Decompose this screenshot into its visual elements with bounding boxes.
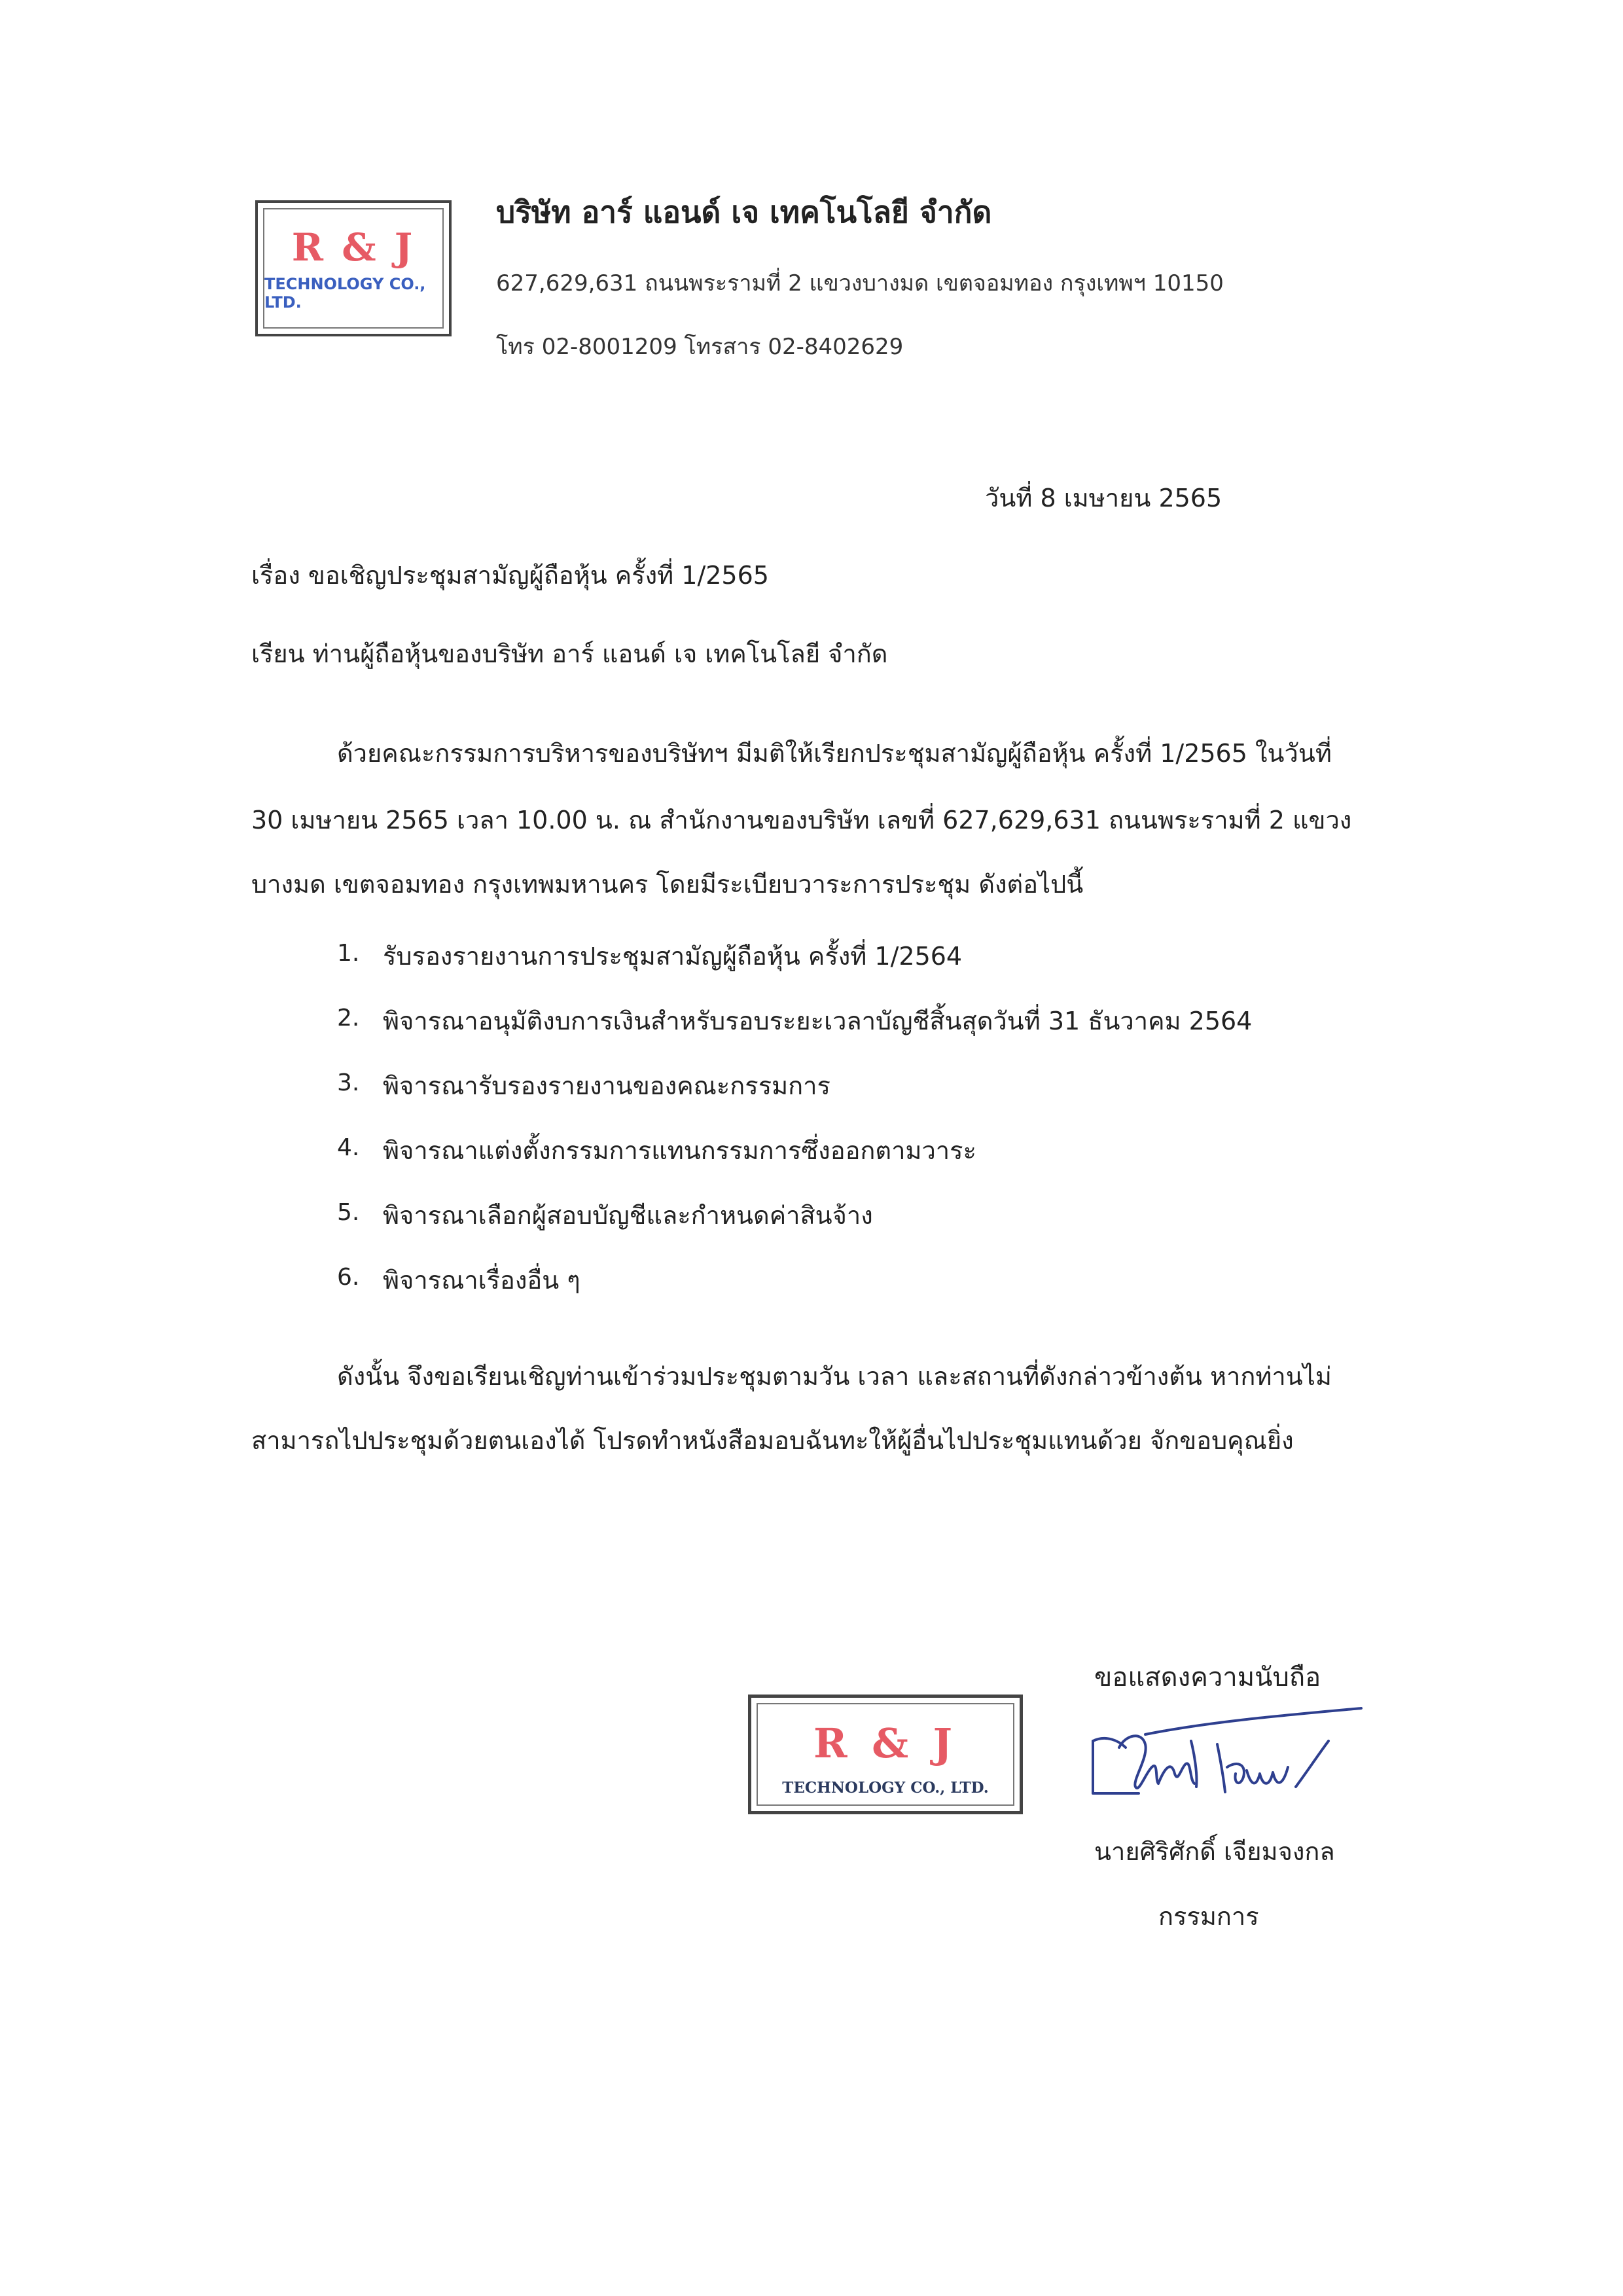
- agenda-text: พิจารณาเรื่องอื่น ๆ: [383, 1266, 580, 1295]
- company-name: บริษัท อาร์ แอนด์ เจ เทคโนโลยี จำกัด: [496, 194, 992, 230]
- company-address: 627,629,631 ถนนพระรามที่ 2 แขวงบางมด เขตจอมทอง กรุงเทพฯ 10150: [496, 270, 1224, 296]
- letter-recipient: เรียน ท่านผู้ถือหุ้นของบริษัท อาร์ แอนด์ เจ เทคโนโลยี จำกัด: [251, 639, 888, 668]
- agenda-text: รับรองรายงานการประชุมสามัญผู้ถือหุ้น ครั้งที่ 1/2564: [383, 942, 963, 971]
- intro-line-2: 30 เมษายน 2565 เวลา 10.00 น. ณ สำนักงานของบริษัท เลขที่ 627,629,631 ถนนพระรามที่ 2 แขวง: [251, 806, 1352, 834]
- intro-line-1: ด้วยคณะกรรมการบริหารของบริษัทฯ มีมติให้เรียกประชุมสามัญผู้ถือหุ้น ครั้งที่ 1/2565 ในวันที่: [337, 739, 1332, 768]
- closing-line-2: สามารถไปประชุมด้วยตนเองได้ โปรดทำหนังสือมอบฉันทะให้ผู้อื่นไปประชุมแทนด้วย จักขอบคุณยิ่ง: [251, 1426, 1294, 1455]
- agenda-number: 4.: [337, 1134, 360, 1161]
- logo-sub-text: TECHNOLOGY CO., LTD.: [264, 275, 426, 312]
- closing-line-1: ดังนั้น จึงขอเรียนเชิญท่านเข้าร่วมประชุมตามวัน เวลา และสถานที่ดังกล่าวข้างต้น หากท่านไม่: [337, 1362, 1332, 1391]
- agenda-number: 1.: [337, 940, 360, 967]
- company-contact: โทร 02-8001209 โทรสาร 02-8402629: [496, 334, 904, 360]
- stamp-sub-text: TECHNOLOGY CO., LTD.: [782, 1778, 989, 1797]
- company-stamp: [748, 1695, 1023, 1814]
- agenda-text: พิจารณาเลือกผู้สอบบัญชีและกำหนดค่าสินจ้าง: [383, 1201, 873, 1230]
- handwritten-signature: [1080, 1695, 1374, 1826]
- signer-title: กรรมการ: [1158, 1902, 1259, 1931]
- agenda-text: พิจารณาอนุมัติงบการเงินสำหรับรอบระยะเวลาบัญชีสิ้นสุดวันที่ 31 ธันวาคม 2564: [383, 1007, 1253, 1035]
- agenda-text: พิจารณาแต่งตั้งกรรมการแทนกรรมการซึ่งออกตามวาระ: [383, 1136, 976, 1165]
- letter-date: วันที่ 8 เมษายน 2565: [985, 484, 1222, 512]
- company-logo: [255, 200, 452, 336]
- letter-subject: เรื่อง ขอเชิญประชุมสามัญผู้ถือหุ้น ครั้งที่ 1/2565: [251, 561, 769, 590]
- signoff: ขอแสดงความนับถือ: [1094, 1662, 1321, 1693]
- intro-line-3: บางมด เขตจอมทอง กรุงเทพมหานคร โดยมีระเบียบวาระการประชุม ดังต่อไปนี้: [251, 870, 1084, 899]
- agenda-text: พิจารณารับรองรายงานของคณะกรรมการ: [383, 1071, 830, 1100]
- signer-name: นายศิริศักดิ์ เจียมจงกล: [1094, 1837, 1335, 1866]
- agenda-number: 5.: [337, 1199, 360, 1226]
- logo-main-text: R & J: [291, 225, 416, 270]
- agenda-number: 6.: [337, 1264, 360, 1291]
- agenda-number: 2.: [337, 1005, 360, 1031]
- stamp-main-text: R & J: [813, 1719, 957, 1767]
- agenda-number: 3.: [337, 1069, 360, 1096]
